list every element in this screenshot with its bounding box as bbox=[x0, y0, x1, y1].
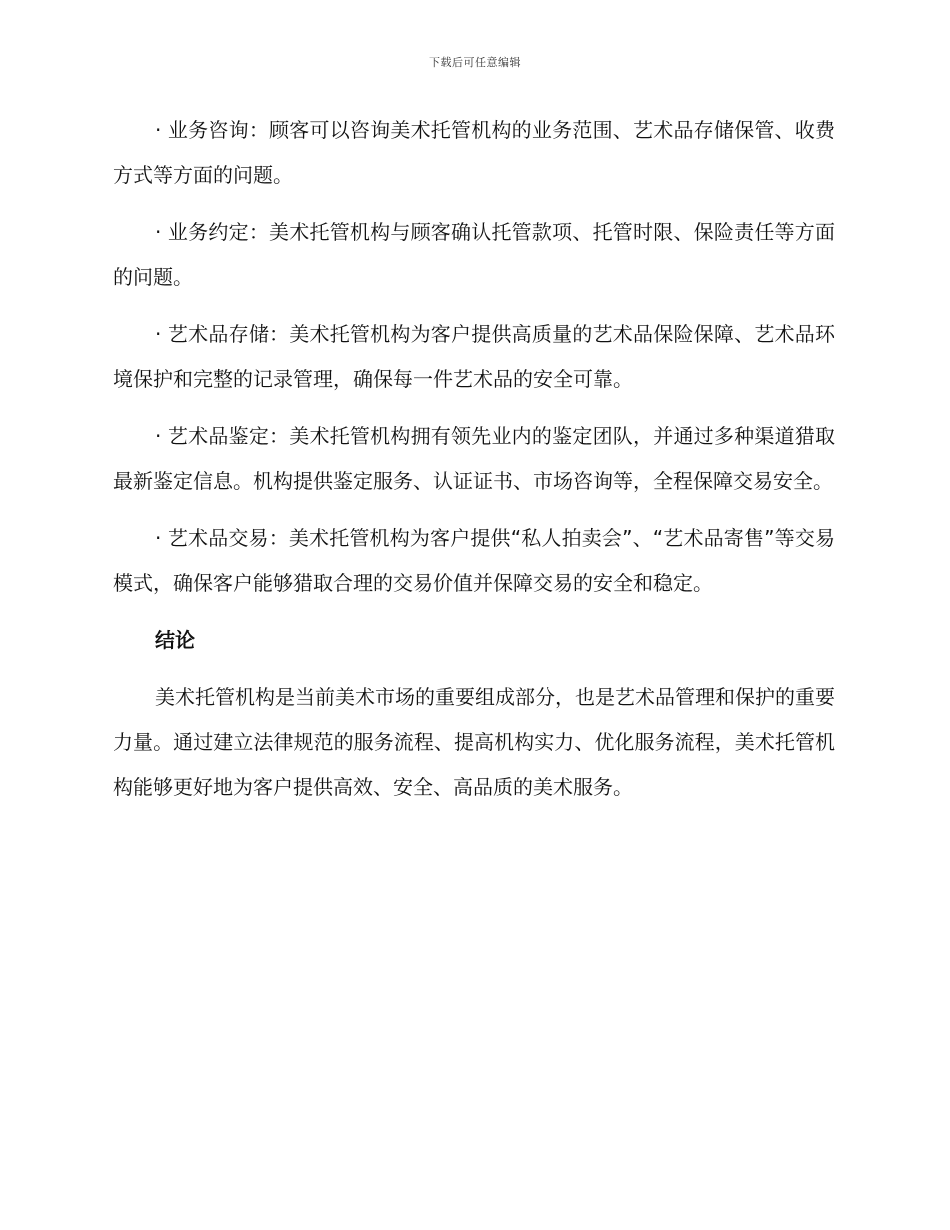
bullet-paragraph-agreement: · 业务约定：美术托管机构与顾客确认托管款项、托管时限、保险责任等方面的问题。 bbox=[113, 220, 835, 289]
conclusion-heading: 结论 bbox=[155, 628, 195, 652]
bullet-paragraph-consultation: · 业务咨询：顾客可以咨询美术托管机构的业务范围、艺术品存储保管、收费方式等方面的问题。 bbox=[113, 118, 835, 187]
header-note: 下载后可任意编辑 bbox=[429, 56, 521, 69]
bullet-paragraph-storage: · 艺术品存储：美术托管机构为客户提供高质量的艺术品保险保障、艺术品环境保护和完整的记录管理，确保每一件艺术品的安全可靠。 bbox=[113, 322, 835, 391]
bullet-paragraph-trading: · 艺术品交易：美术托管机构为客户提供“私人拍卖会”、“艺术品寄售”等交易模式，确保客户能够猎取合理的交易价值并保障交易的安全和稳定。 bbox=[113, 526, 835, 595]
document-body bbox=[113, 108, 835, 822]
conclusion-paragraph: 美术托管机构是当前美术市场的重要组成部分，也是艺术品管理和保护的重要力量。通过建立法律规范的服务流程、提高机构实力、优化服务流程，美术托管机构能够更好地为客户提供高效、安全、高品质的美术服务。 bbox=[113, 685, 835, 799]
bullet-paragraph-appraisal: · 艺术品鉴定：美术托管机构拥有领先业内的鉴定团队，并通过多种渠道猎取最新鉴定信息。机构提供鉴定服务、认证证书、市场咨询等，全程保障交易安全。 bbox=[113, 424, 835, 493]
